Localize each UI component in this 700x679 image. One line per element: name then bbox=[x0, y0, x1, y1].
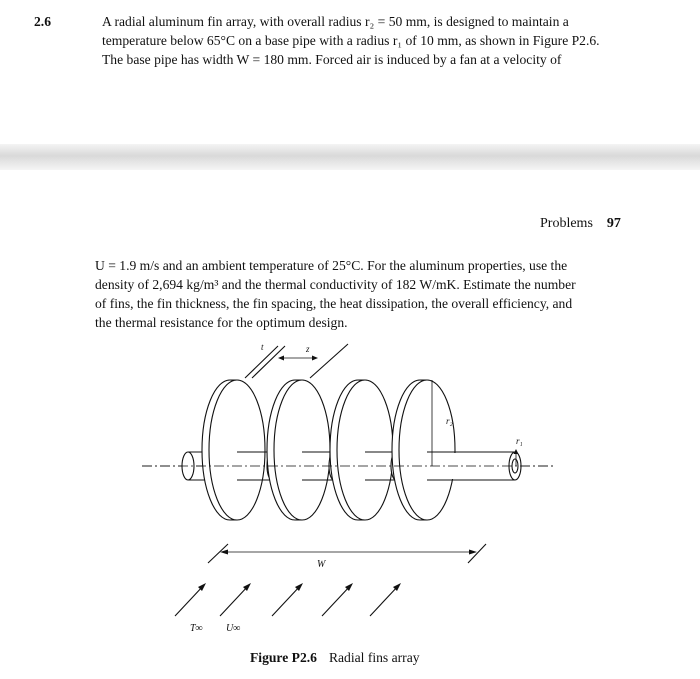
fin-1 bbox=[202, 380, 265, 520]
label-t: t bbox=[261, 342, 264, 352]
figure-radial-fins bbox=[130, 338, 570, 648]
problem-number: 2.6 bbox=[34, 14, 51, 29]
label-z: z bbox=[306, 344, 310, 354]
figure-caption bbox=[250, 650, 420, 666]
running-head bbox=[540, 216, 621, 232]
dim-line-z bbox=[310, 344, 348, 378]
label-U-infinity: U∞ bbox=[226, 623, 241, 634]
problem-line-2: temperature below 65°C on a base pipe with a radius r₁ of 10 mm, as shown in Figure P2.6. bbox=[102, 33, 600, 48]
problem-continuation bbox=[95, 256, 638, 332]
problem-line-3: The base pipe has width W = 180 mm. Forced air is induced by a fan at a velocity of bbox=[102, 52, 562, 67]
page-number: 97 bbox=[606, 216, 621, 231]
continuation-line-2: density of 2,694 kg/m³ and the thermal conductivity of 182 W/mK. Estimate the number bbox=[95, 277, 576, 292]
continuation-line-4: the thermal resistance for the optimum design. bbox=[95, 315, 348, 330]
fin-4 bbox=[392, 380, 455, 520]
continuation-line-1: U = 1.9 m/s and an ambient temperature of 25°C. For the aluminum properties, use the bbox=[95, 258, 568, 273]
label-r2: r₂ bbox=[446, 416, 453, 426]
problem-line-1: A radial aluminum fin array, with overall radius r₂ = 50 mm, is designed to maintain a bbox=[102, 14, 569, 29]
figure-title: Radial fins array bbox=[328, 650, 420, 665]
label-r1: r₁ bbox=[516, 436, 523, 446]
page-break-band bbox=[0, 144, 700, 170]
running-head-label: Problems bbox=[540, 216, 593, 231]
figure-number: Figure P2.6 bbox=[250, 650, 317, 665]
page-top-margin bbox=[0, 170, 700, 210]
label-W: W bbox=[317, 559, 326, 570]
label-T-infinity: T∞ bbox=[190, 623, 203, 634]
problem-statement bbox=[34, 12, 650, 69]
continuation-line-3: of fins, the fin thickness, the fin spacing, the heat dissipation, the overall efficiency, and bbox=[95, 296, 573, 311]
fin-2 bbox=[267, 380, 330, 520]
dim-line-t-2 bbox=[252, 346, 285, 378]
radial-fins-diagram bbox=[130, 338, 570, 648]
airflow-arrows bbox=[175, 585, 399, 616]
fin-3 bbox=[330, 380, 393, 520]
